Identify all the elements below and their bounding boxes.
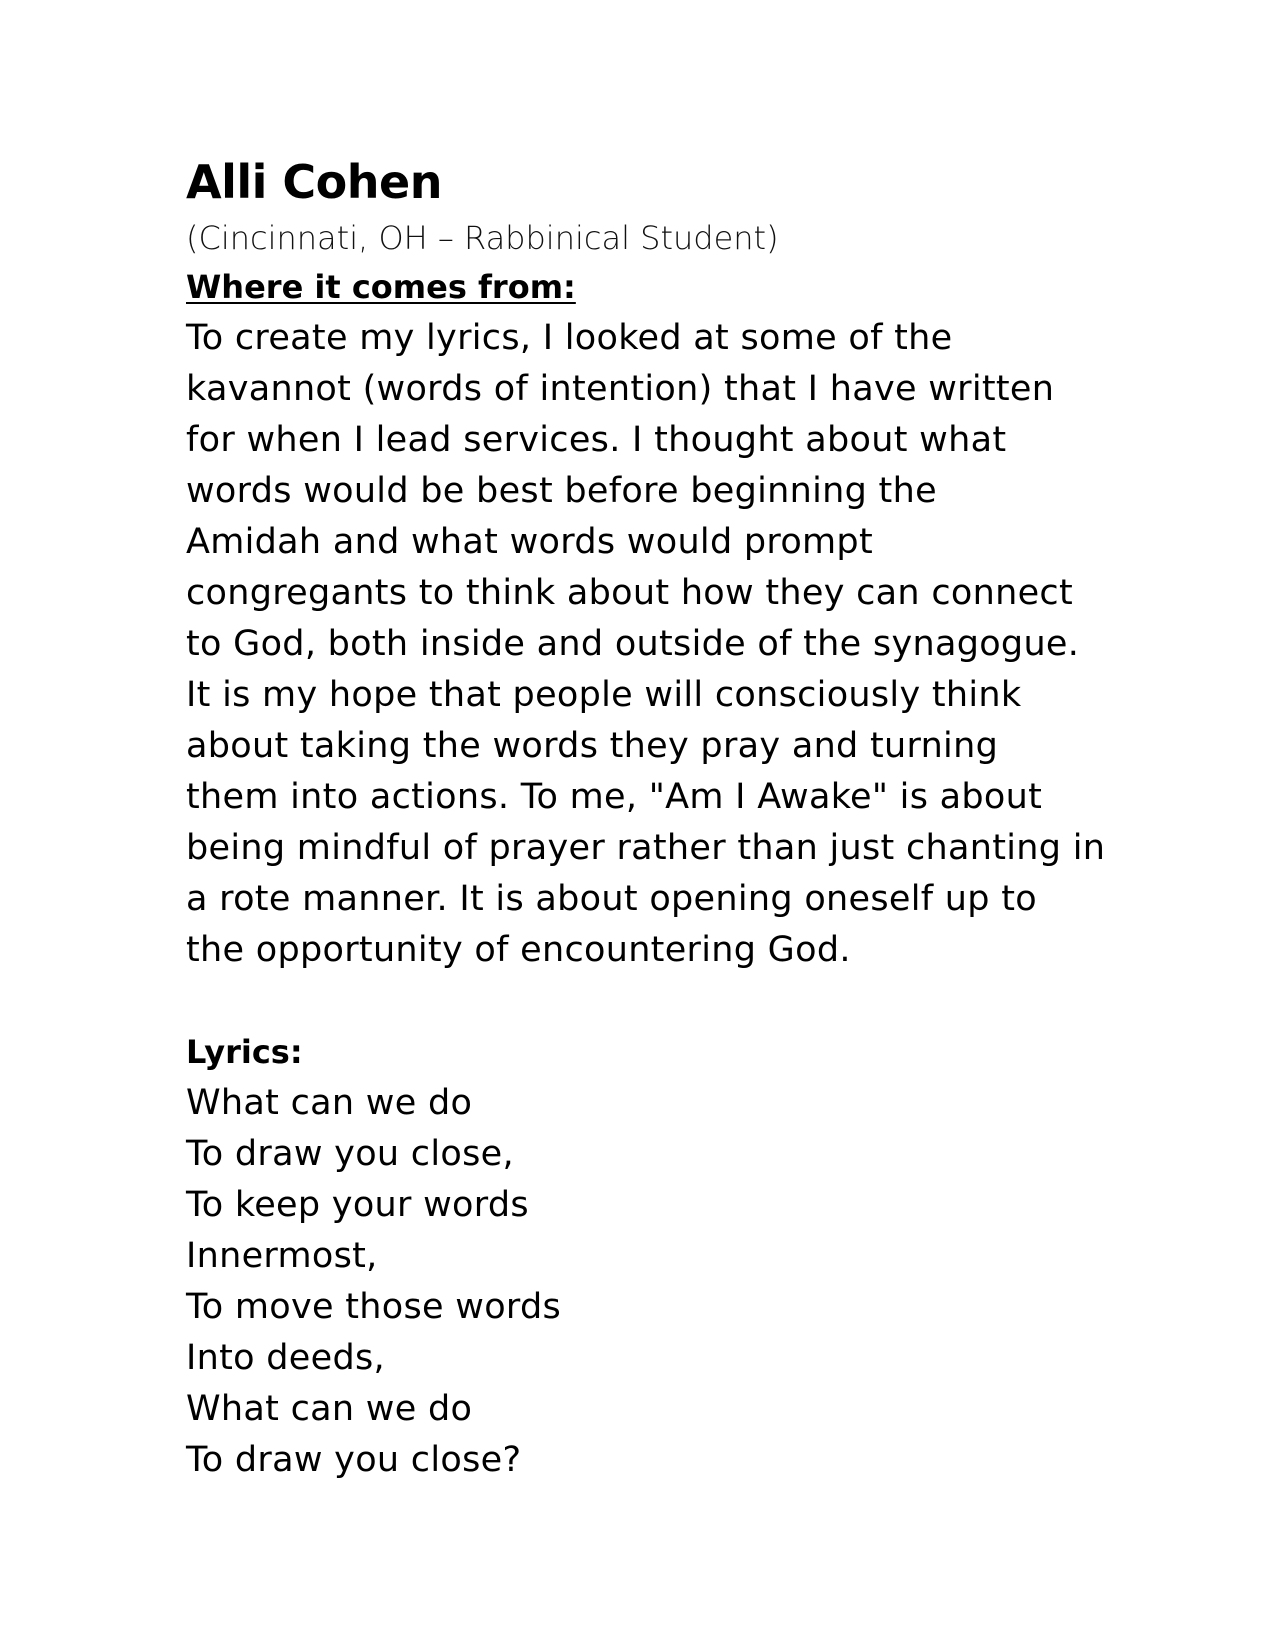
lyrics-line: Into deeds, [186, 1338, 385, 1378]
origin-line: a rote manner. It is about opening oneself up to [186, 879, 1037, 919]
author-subtitle: (Cincinnati, OH – Rabbinical Student) [186, 219, 779, 257]
origin-line: to God, both inside and outside of the synagogue. [186, 624, 1080, 664]
lyrics-line: To keep your words [186, 1185, 529, 1225]
document-page [186, 150, 1226, 1486]
lyrics-line: To draw you close, [186, 1134, 514, 1174]
origin-line: the opportunity of encountering God. [186, 930, 851, 970]
lyrics-heading: Lyrics: [186, 1033, 303, 1071]
origin-heading: Where it comes from: [186, 268, 576, 306]
origin-line: Amidah and what words would prompt [186, 522, 873, 562]
lyrics-block [186, 1078, 1226, 1486]
lyrics-line: Innermost, [186, 1236, 378, 1276]
origin-line: kavannot (words of intention) that I have written [186, 369, 1055, 409]
lyrics-line: To move those words [186, 1287, 562, 1327]
origin-line: congregants to think about how they can connect [186, 573, 1073, 613]
lyrics-line: To draw you close? [186, 1440, 522, 1480]
origin-line: words would be best before beginning the [186, 471, 937, 511]
origin-line: them into actions. To me, "Am I Awake" is about [186, 777, 1043, 817]
origin-line: It is my hope that people will consciously think [186, 675, 1022, 715]
lyrics-line: What can we do [186, 1083, 473, 1123]
origin-line: for when I lead services. I thought about what [186, 420, 1007, 460]
origin-line: To create my lyrics, I looked at some of the [186, 318, 953, 358]
author-name: Alli Cohen [186, 155, 442, 209]
origin-line: being mindful of prayer rather than just chanting in [186, 828, 1106, 868]
lyrics-line: What can we do [186, 1389, 473, 1429]
origin-line: about taking the words they pray and turning [186, 726, 999, 766]
section-spacer [186, 976, 1226, 1027]
origin-paragraph [186, 313, 1226, 976]
